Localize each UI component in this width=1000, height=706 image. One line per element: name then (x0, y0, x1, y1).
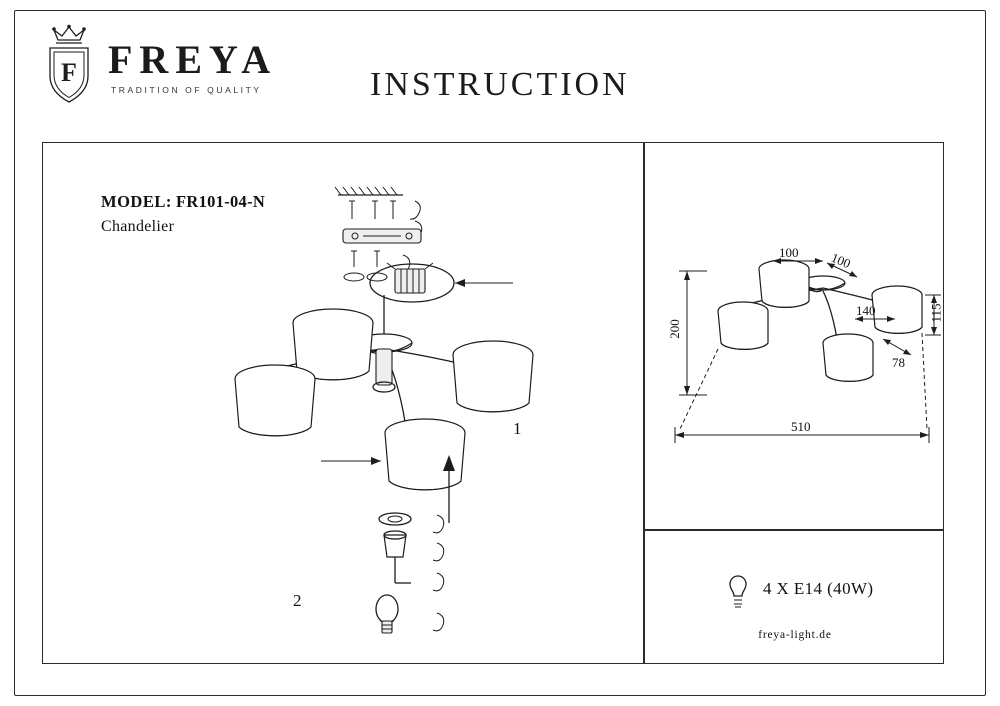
screw-set-top (349, 201, 396, 219)
lamp-spec-text: 4 X E14 (40W) (763, 579, 874, 598)
model-value: FR101-04-N (175, 192, 266, 211)
page-title: INSTRUCTION (370, 66, 630, 103)
lamp-spec-panel (644, 530, 944, 664)
crest-icon (40, 24, 98, 102)
connector-block (370, 263, 454, 302)
dim-height: 200 (666, 319, 682, 339)
model-label: MODEL: (101, 192, 172, 211)
socket-parts (376, 513, 444, 633)
leader-1 (455, 279, 513, 287)
dimension-height (679, 271, 707, 395)
brand-name: FREYA (108, 37, 278, 82)
leader-2 (321, 457, 381, 465)
dim-shade-spacing: 140 (856, 303, 876, 318)
svg-text:F: F (61, 58, 77, 87)
assembly-panel (42, 142, 644, 664)
brand-tagline: TRADITION OF QUALITY (111, 85, 262, 95)
mounting-bracket (343, 229, 421, 243)
dim-shade-diameter: 78 (892, 355, 905, 370)
assembly-diagram (43, 143, 645, 665)
brand-logo (40, 24, 277, 102)
callout-1-label: 1 (513, 419, 522, 438)
dim-shade-height: 115 (928, 303, 944, 323)
dim-arm-left: 100 (779, 245, 799, 260)
chandelier-body (235, 295, 533, 490)
dimensions-diagram (645, 143, 945, 531)
website-text: freya-light.de (758, 629, 832, 641)
callout-2-label: 2 (293, 591, 302, 610)
document-header (40, 24, 940, 114)
dim-width: 510 (791, 419, 811, 434)
bulb-icon (721, 569, 755, 614)
dim-arm-right: 100 (829, 249, 853, 272)
product-type: Chandelier (101, 217, 175, 235)
ceiling-symbol (335, 187, 403, 195)
dimensions-panel (644, 142, 944, 530)
